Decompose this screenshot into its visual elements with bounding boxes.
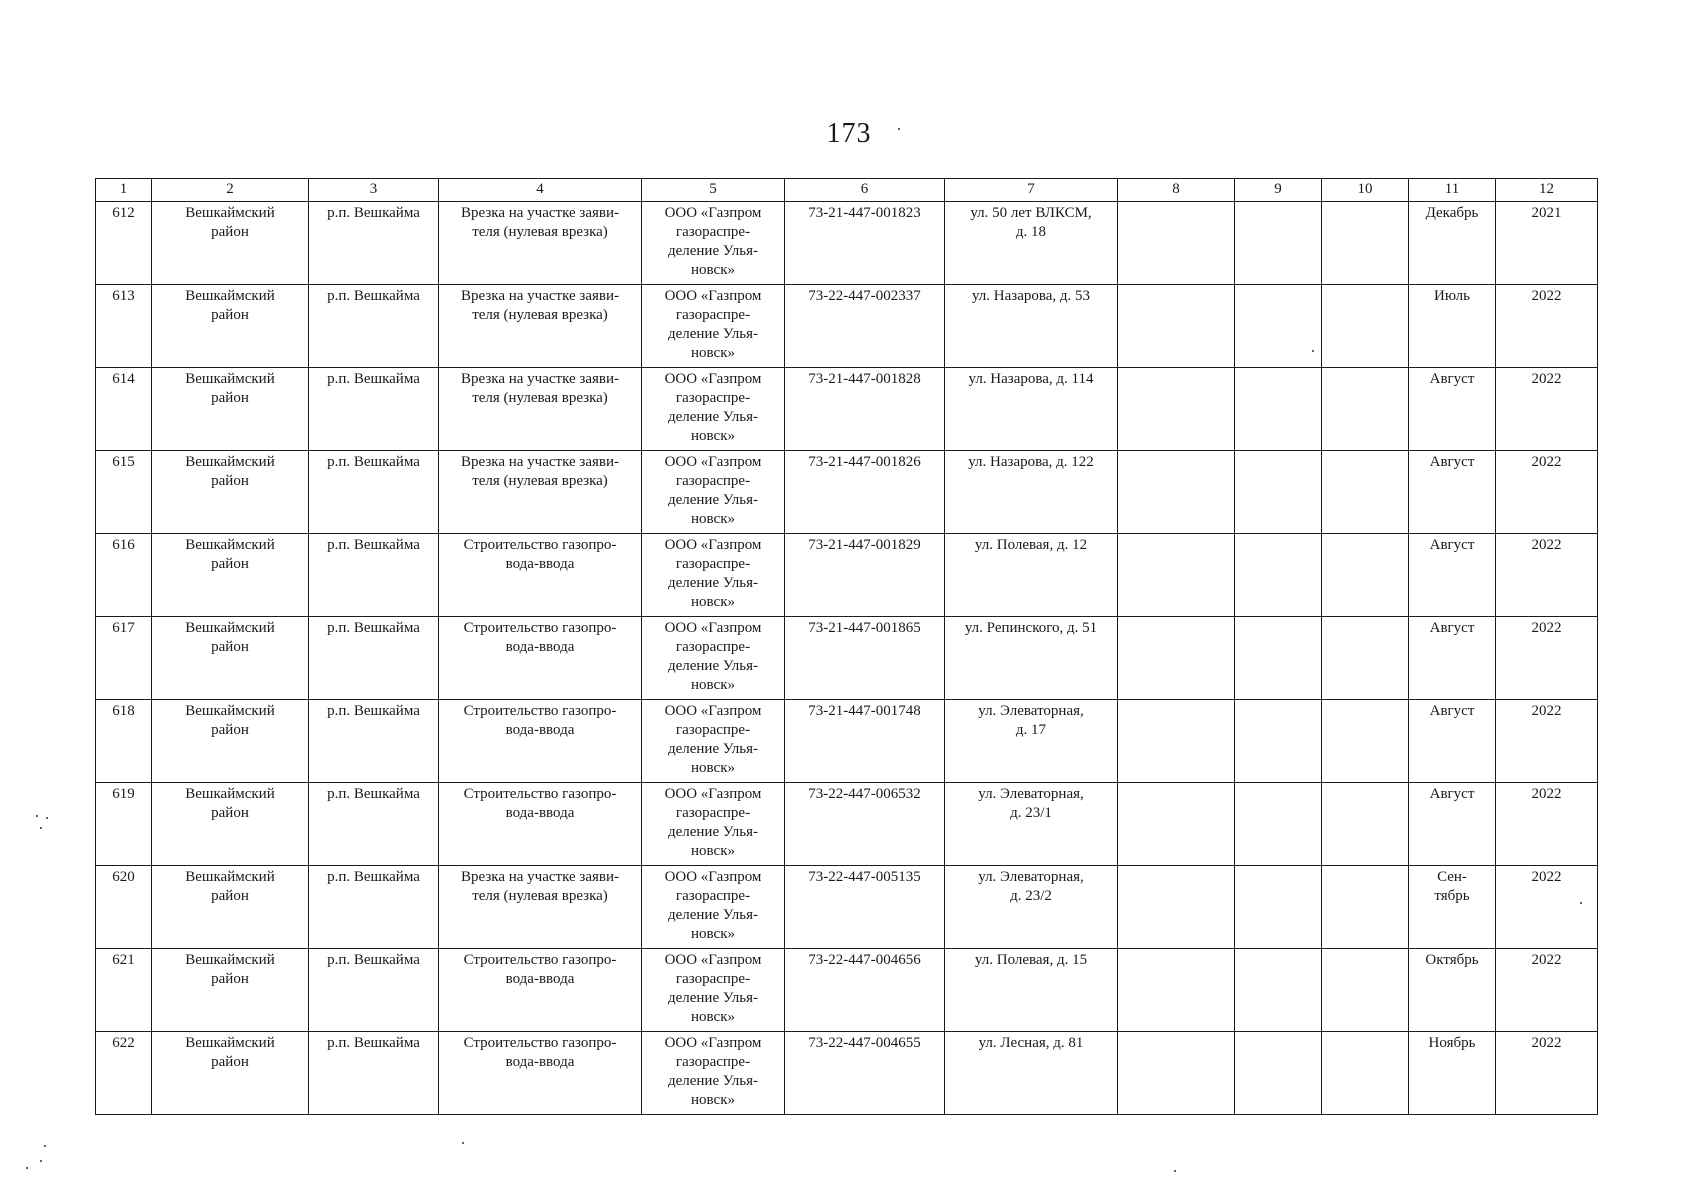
empty-cell-9: [1235, 866, 1322, 949]
year-cell: 2022: [1496, 617, 1598, 700]
row-number-cell: 618: [96, 700, 152, 783]
page-number: 173: [826, 118, 872, 149]
locality-cell: р.п. Вешкайма: [309, 783, 439, 866]
month-cell: Август: [1409, 783, 1496, 866]
table-row: [96, 534, 1598, 617]
address-cell: ул. Назарова, д. 53: [945, 285, 1118, 368]
object-code-cell: 73-21-447-001826: [785, 451, 945, 534]
row-number-cell: 615: [96, 451, 152, 534]
locality-cell: р.п. Вешкайма: [309, 202, 439, 285]
column-header: 4: [439, 179, 642, 202]
table-row: [96, 949, 1598, 1032]
month-cell: Август: [1409, 451, 1496, 534]
locality-cell: р.п. Вешкайма: [309, 534, 439, 617]
month-cell: Декабрь: [1409, 202, 1496, 285]
address-cell: ул. Элеваторная, д. 23/2: [945, 866, 1118, 949]
table-row: [96, 368, 1598, 451]
work-type-cell: Строительство газопро- вода-ввода: [439, 534, 642, 617]
address-cell: ул. 50 лет ВЛКСМ, д. 18: [945, 202, 1118, 285]
row-number-cell: 616: [96, 534, 152, 617]
object-code-cell: 73-22-447-004655: [785, 1032, 945, 1115]
object-code-cell: 73-22-447-004656: [785, 949, 945, 1032]
empty-cell-9: [1235, 451, 1322, 534]
district-cell: Вешкаймский район: [152, 949, 309, 1032]
table-header: [96, 179, 1598, 202]
table-row: [96, 617, 1598, 700]
work-type-cell: Врезка на участке заяви- теля (нулевая врезка): [439, 202, 642, 285]
organization-cell: ООО «Газпром газораспре- деление Улья- новск»: [642, 700, 785, 783]
empty-cell-8: [1118, 368, 1235, 451]
scan-speck: [1312, 350, 1314, 352]
work-type-cell: Врезка на участке заяви- теля (нулевая врезка): [439, 451, 642, 534]
object-code-cell: 73-22-447-002337: [785, 285, 945, 368]
year-cell: 2021: [1496, 202, 1598, 285]
empty-cell-8: [1118, 783, 1235, 866]
scan-speck: [46, 817, 48, 819]
organization-cell: ООО «Газпром газораспре- деление Улья- новск»: [642, 285, 785, 368]
table-row: [96, 202, 1598, 285]
organization-cell: ООО «Газпром газораспре- деление Улья- новск»: [642, 202, 785, 285]
address-cell: ул. Элеваторная, д. 23/1: [945, 783, 1118, 866]
empty-cell-10: [1322, 700, 1409, 783]
month-cell: Август: [1409, 700, 1496, 783]
empty-cell-10: [1322, 949, 1409, 1032]
column-header: 2: [152, 179, 309, 202]
address-cell: ул. Репинского, д. 51: [945, 617, 1118, 700]
month-cell: Август: [1409, 617, 1496, 700]
column-header: 12: [1496, 179, 1598, 202]
row-number-cell: 619: [96, 783, 152, 866]
empty-cell-10: [1322, 368, 1409, 451]
year-cell: 2022: [1496, 1032, 1598, 1115]
scan-speck: [462, 1142, 464, 1144]
locality-cell: р.п. Вешкайма: [309, 949, 439, 1032]
empty-cell-10: [1322, 451, 1409, 534]
scan-speck: [36, 815, 38, 817]
district-cell: Вешкаймский район: [152, 534, 309, 617]
organization-cell: ООО «Газпром газораспре- деление Улья- новск»: [642, 1032, 785, 1115]
year-cell: 2022: [1496, 783, 1598, 866]
year-cell: 2022: [1496, 451, 1598, 534]
locality-cell: р.п. Вешкайма: [309, 285, 439, 368]
column-header: 11: [1409, 179, 1496, 202]
table-body: [96, 202, 1598, 1115]
year-cell: 2022: [1496, 368, 1598, 451]
empty-cell-9: [1235, 949, 1322, 1032]
column-header: 8: [1118, 179, 1235, 202]
year-cell: 2022: [1496, 949, 1598, 1032]
district-cell: Вешкаймский район: [152, 783, 309, 866]
organization-cell: ООО «Газпром газораспре- деление Улья- новск»: [642, 617, 785, 700]
object-code-cell: 73-21-447-001748: [785, 700, 945, 783]
empty-cell-10: [1322, 285, 1409, 368]
month-cell: Август: [1409, 368, 1496, 451]
month-cell: Ноябрь: [1409, 1032, 1496, 1115]
month-cell: Июль: [1409, 285, 1496, 368]
empty-cell-9: [1235, 534, 1322, 617]
empty-cell-10: [1322, 866, 1409, 949]
district-cell: Вешкаймский район: [152, 1032, 309, 1115]
address-cell: ул. Назарова, д. 114: [945, 368, 1118, 451]
data-table: [95, 178, 1598, 1115]
table-row: [96, 700, 1598, 783]
empty-cell-8: [1118, 285, 1235, 368]
object-code-cell: 73-22-447-005135: [785, 866, 945, 949]
empty-cell-10: [1322, 1032, 1409, 1115]
empty-cell-8: [1118, 451, 1235, 534]
row-number-cell: 612: [96, 202, 152, 285]
row-number-cell: 613: [96, 285, 152, 368]
empty-cell-9: [1235, 285, 1322, 368]
empty-cell-9: [1235, 202, 1322, 285]
object-code-cell: 73-21-447-001865: [785, 617, 945, 700]
work-type-cell: Строительство газопро- вода-ввода: [439, 1032, 642, 1115]
row-number-cell: 617: [96, 617, 152, 700]
object-code-cell: 73-21-447-001829: [785, 534, 945, 617]
column-header: 7: [945, 179, 1118, 202]
organization-cell: ООО «Газпром газораспре- деление Улья- новск»: [642, 866, 785, 949]
work-type-cell: Строительство газопро- вода-ввода: [439, 949, 642, 1032]
empty-cell-10: [1322, 534, 1409, 617]
table-row: [96, 866, 1598, 949]
column-header: 5: [642, 179, 785, 202]
work-type-cell: Врезка на участке заяви- теля (нулевая врезка): [439, 285, 642, 368]
locality-cell: р.п. Вешкайма: [309, 368, 439, 451]
organization-cell: ООО «Газпром газораспре- деление Улья- новск»: [642, 451, 785, 534]
row-number-cell: 621: [96, 949, 152, 1032]
address-cell: ул. Полевая, д. 12: [945, 534, 1118, 617]
empty-cell-8: [1118, 949, 1235, 1032]
object-code-cell: 73-22-447-006532: [785, 783, 945, 866]
scan-speck: [40, 827, 42, 829]
table-row: [96, 285, 1598, 368]
month-cell: Октябрь: [1409, 949, 1496, 1032]
empty-cell-9: [1235, 783, 1322, 866]
organization-cell: ООО «Газпром газораспре- деление Улья- новск»: [642, 368, 785, 451]
organization-cell: ООО «Газпром газораспре- деление Улья- новск»: [642, 783, 785, 866]
district-cell: Вешкаймский район: [152, 202, 309, 285]
locality-cell: р.п. Вешкайма: [309, 451, 439, 534]
scan-speck: [1174, 1170, 1176, 1172]
row-number-cell: 620: [96, 866, 152, 949]
address-cell: ул. Назарова, д. 122: [945, 451, 1118, 534]
district-cell: Вешкаймский район: [152, 866, 309, 949]
year-cell: 2022: [1496, 534, 1598, 617]
locality-cell: р.п. Вешкайма: [309, 1032, 439, 1115]
empty-cell-8: [1118, 700, 1235, 783]
row-number-cell: 614: [96, 368, 152, 451]
object-code-cell: 73-21-447-001823: [785, 202, 945, 285]
month-cell: Сен- тябрь: [1409, 866, 1496, 949]
empty-cell-9: [1235, 368, 1322, 451]
organization-cell: ООО «Газпром газораспре- деление Улья- новск»: [642, 534, 785, 617]
year-cell: 2022: [1496, 285, 1598, 368]
district-cell: Вешкаймский район: [152, 285, 309, 368]
empty-cell-8: [1118, 202, 1235, 285]
district-cell: Вешкаймский район: [152, 617, 309, 700]
scan-speck: [898, 128, 900, 130]
organization-cell: ООО «Газпром газораспре- деление Улья- новск»: [642, 949, 785, 1032]
table-row: [96, 1032, 1598, 1115]
work-type-cell: Строительство газопро- вода-ввода: [439, 783, 642, 866]
month-cell: Август: [1409, 534, 1496, 617]
district-cell: Вешкаймский район: [152, 451, 309, 534]
scan-speck: [26, 1167, 28, 1169]
empty-cell-9: [1235, 617, 1322, 700]
empty-cell-10: [1322, 783, 1409, 866]
empty-cell-8: [1118, 866, 1235, 949]
district-cell: Вешкаймский район: [152, 368, 309, 451]
locality-cell: р.п. Вешкайма: [309, 700, 439, 783]
object-code-cell: 73-21-447-001828: [785, 368, 945, 451]
work-type-cell: Строительство газопро- вода-ввода: [439, 617, 642, 700]
column-header: 6: [785, 179, 945, 202]
address-cell: ул. Полевая, д. 15: [945, 949, 1118, 1032]
work-type-cell: Врезка на участке заяви- теля (нулевая врезка): [439, 368, 642, 451]
scan-speck: [44, 1145, 46, 1147]
address-cell: ул. Лесная, д. 81: [945, 1032, 1118, 1115]
work-type-cell: Врезка на участке заяви- теля (нулевая врезка): [439, 866, 642, 949]
column-header: 1: [96, 179, 152, 202]
row-number-cell: 622: [96, 1032, 152, 1115]
column-header: 10: [1322, 179, 1409, 202]
district-cell: Вешкаймский район: [152, 700, 309, 783]
table-row: [96, 783, 1598, 866]
address-cell: ул. Элеваторная, д. 17: [945, 700, 1118, 783]
empty-cell-9: [1235, 700, 1322, 783]
column-header: 3: [309, 179, 439, 202]
scan-speck: [1580, 902, 1582, 904]
empty-cell-8: [1118, 1032, 1235, 1115]
locality-cell: р.п. Вешкайма: [309, 617, 439, 700]
scan-speck: [40, 1160, 42, 1162]
empty-cell-8: [1118, 617, 1235, 700]
table-row: [96, 451, 1598, 534]
column-number-row: [96, 179, 1598, 202]
year-cell: 2022: [1496, 700, 1598, 783]
work-type-cell: Строительство газопро- вода-ввода: [439, 700, 642, 783]
empty-cell-10: [1322, 202, 1409, 285]
column-header: 9: [1235, 179, 1322, 202]
empty-cell-8: [1118, 534, 1235, 617]
year-cell: 2022: [1496, 866, 1598, 949]
empty-cell-9: [1235, 1032, 1322, 1115]
empty-cell-10: [1322, 617, 1409, 700]
locality-cell: р.п. Вешкайма: [309, 866, 439, 949]
